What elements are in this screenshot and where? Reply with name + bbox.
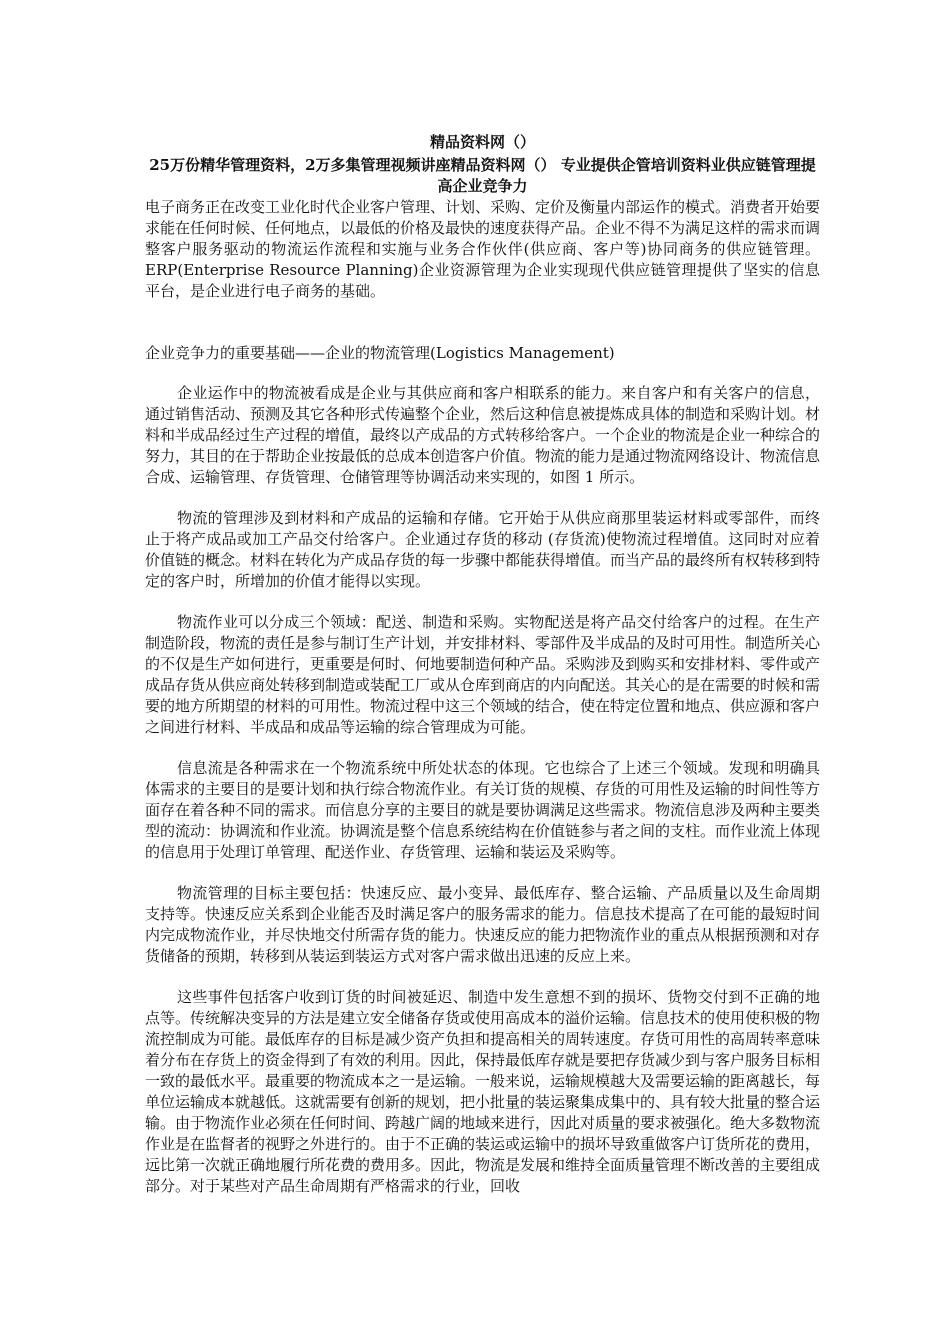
body-paragraph: 信息流是各种需求在一个物流系统中所处状态的体现。它也综合了上述三个领域。发现和明确具体需求的主要目的是要计划和执行综合物流作业。有关订货的规模、存货的可用性及运输的时间性等方面存在着各种不同的需求。而信息分享的主要目的就是要协调满足这些需求。物流信息涉及两种主要类型的流动：协调流和作业流。协调流是整个信息系统结构在价值链参与者之间的支柱。而作业流上体现的信息用于处理订单管理、配送作业、存货管理、运输和装运及采购等。 — [145, 759, 821, 861]
body-paragraph: 企业运作中的物流被看成是企业与其供应商和客户相联系的能力。来自客户和有关客户的信息，通过销售活动、预测及其它各种形式传遍整个企业，然后这种信息被提炼成具体的制造和采购计划。材料和半成品经过生产过程的增值，最终以产成品的方式转移给客户。一个企业的物流是企业一种综合的努力，其目的在于帮助企业按最低的总成本创造客户价值。物流的能力是通过物流网络设计、物流信息合成、运输管理、存货管理、仓储管理等协调活动来实现的，如图 1 所示。 — [145, 384, 821, 486]
body-paragraph: 物流管理的目标主要包括：快速反应、最小变异、最低库存、整合运输、产品质量以及生命周期支持等。快速反应关系到企业能否及时满足客户的服务需求的能力。信息技术提高了在可能的最短时间内完成物流作业，并尽快地交付所需存货的能力。快速反应的能力把物流作业的重点从根据预测和对存货储备的预期，转移到从装运到装运方式对客户需求做出迅速的反应上来。 — [145, 884, 821, 965]
body-paragraph: 物流的管理涉及到材料和产成品的运输和存储。它开始于从供应商那里装运材料或零部件，而终止于将产成品或加工产品交付给客户。企业通过存货的移动 (存货流)使物流过程增值。这同时对应着价值链的概念。材料在转化为产成品存货的每一步骤中都能获得增值。而当产品的最终所有权转移到特定的客户时，所增加的价值才能得以实现。 — [145, 509, 821, 590]
body-paragraph: 物流作业可以分成三个领域：配送、制造和采购。实物配送是将产品交付给客户的过程。在生产制造阶段，物流的责任是参与制订生产计划，并安排材料、零部件及半成品的及时可用性。制造所关心的不仅是生产如何进行，更重要是何时、何地要制造何种产品。采购涉及到购买和安排材料、零件或产成品存货从供应商处转移到制造或装配工厂或从仓库到商店的内向配送。其关心的是在需要的时候和需要的地方所期望的材料的可用性。物流过程中这三个领域的结合，使在特定位置和地点、供应源和客户之间进行材料、半成品和成品等运输的综合管理成为可能。 — [145, 613, 821, 736]
body-paragraph: 这些事件包括客户收到订货的时间被延迟、制造中发生意想不到的损坏、货物交付到不正确的地点等。传统解决变异的方法是建立安全储备存货或使用高成本的溢价运输。信息技术的使用使积极的物流控制成为可能。最低库存的目标是减少资产负担和提高相关的周转速度。存货可用性的高周转率意味着分布在存货上的资金得到了有效的利用。因此，保持最低库存就是要把存货减少到与客户服务目标相一致的最低水平。最重要的物流成本之一是运输。一般来说，运输规模越大及需要运输的距离越长，每单位运输成本就越低。这就需要有创新的规划，把小批量的装运聚集成集中的、具有较大批量的整合运输。由于物流作业必须在任何时间、跨越广阔的地域来进行，因此对质量的要求被强化。绝大多数物流作业是在监督者的视野之外进行的。由于不正确的装运或运输中的损坏导致重做客户订货所花的费用，远比第一次就正确地履行所花费的费用多。因此，物流是发展和维持全面质量管理不断改善的主要组成部分。对于某些对产品生命周期有严格需求的行业，回收 — [145, 988, 821, 1195]
section-heading: 企业竞争力的重要基础——企业的物流管理(Logistics Management) — [145, 344, 615, 362]
document-header — [145, 132, 820, 197]
header-title: 精品资料网（） — [429, 133, 535, 151]
document-page — [145, 132, 820, 1217]
header-subtitle: 25万份精华管理资料，2万多集管理视频讲座精品资料网（） 专业提供企管培训资料业供应链管理提高企业竞争力 — [149, 156, 816, 195]
intro-paragraph: 电子商务正在改变工业化时代企业客户管理、计划、采购、定价及衡量内部运作的模式。消费者开始要求能在任何时候、任何地点，以最低的价格及最快的速度获得产品。企业不得不为满足这样的需求而调整客户服务驱动的物流运作流程和实施与业务合作伙伴(供应商、客户等)协同商务的供应链管理。ERP(Enterprise Resource Planning)企业资源管理为企业实现现代供应链管理提供了坚实的信息平台，是企业进行电子商务的基础。 — [145, 198, 821, 300]
